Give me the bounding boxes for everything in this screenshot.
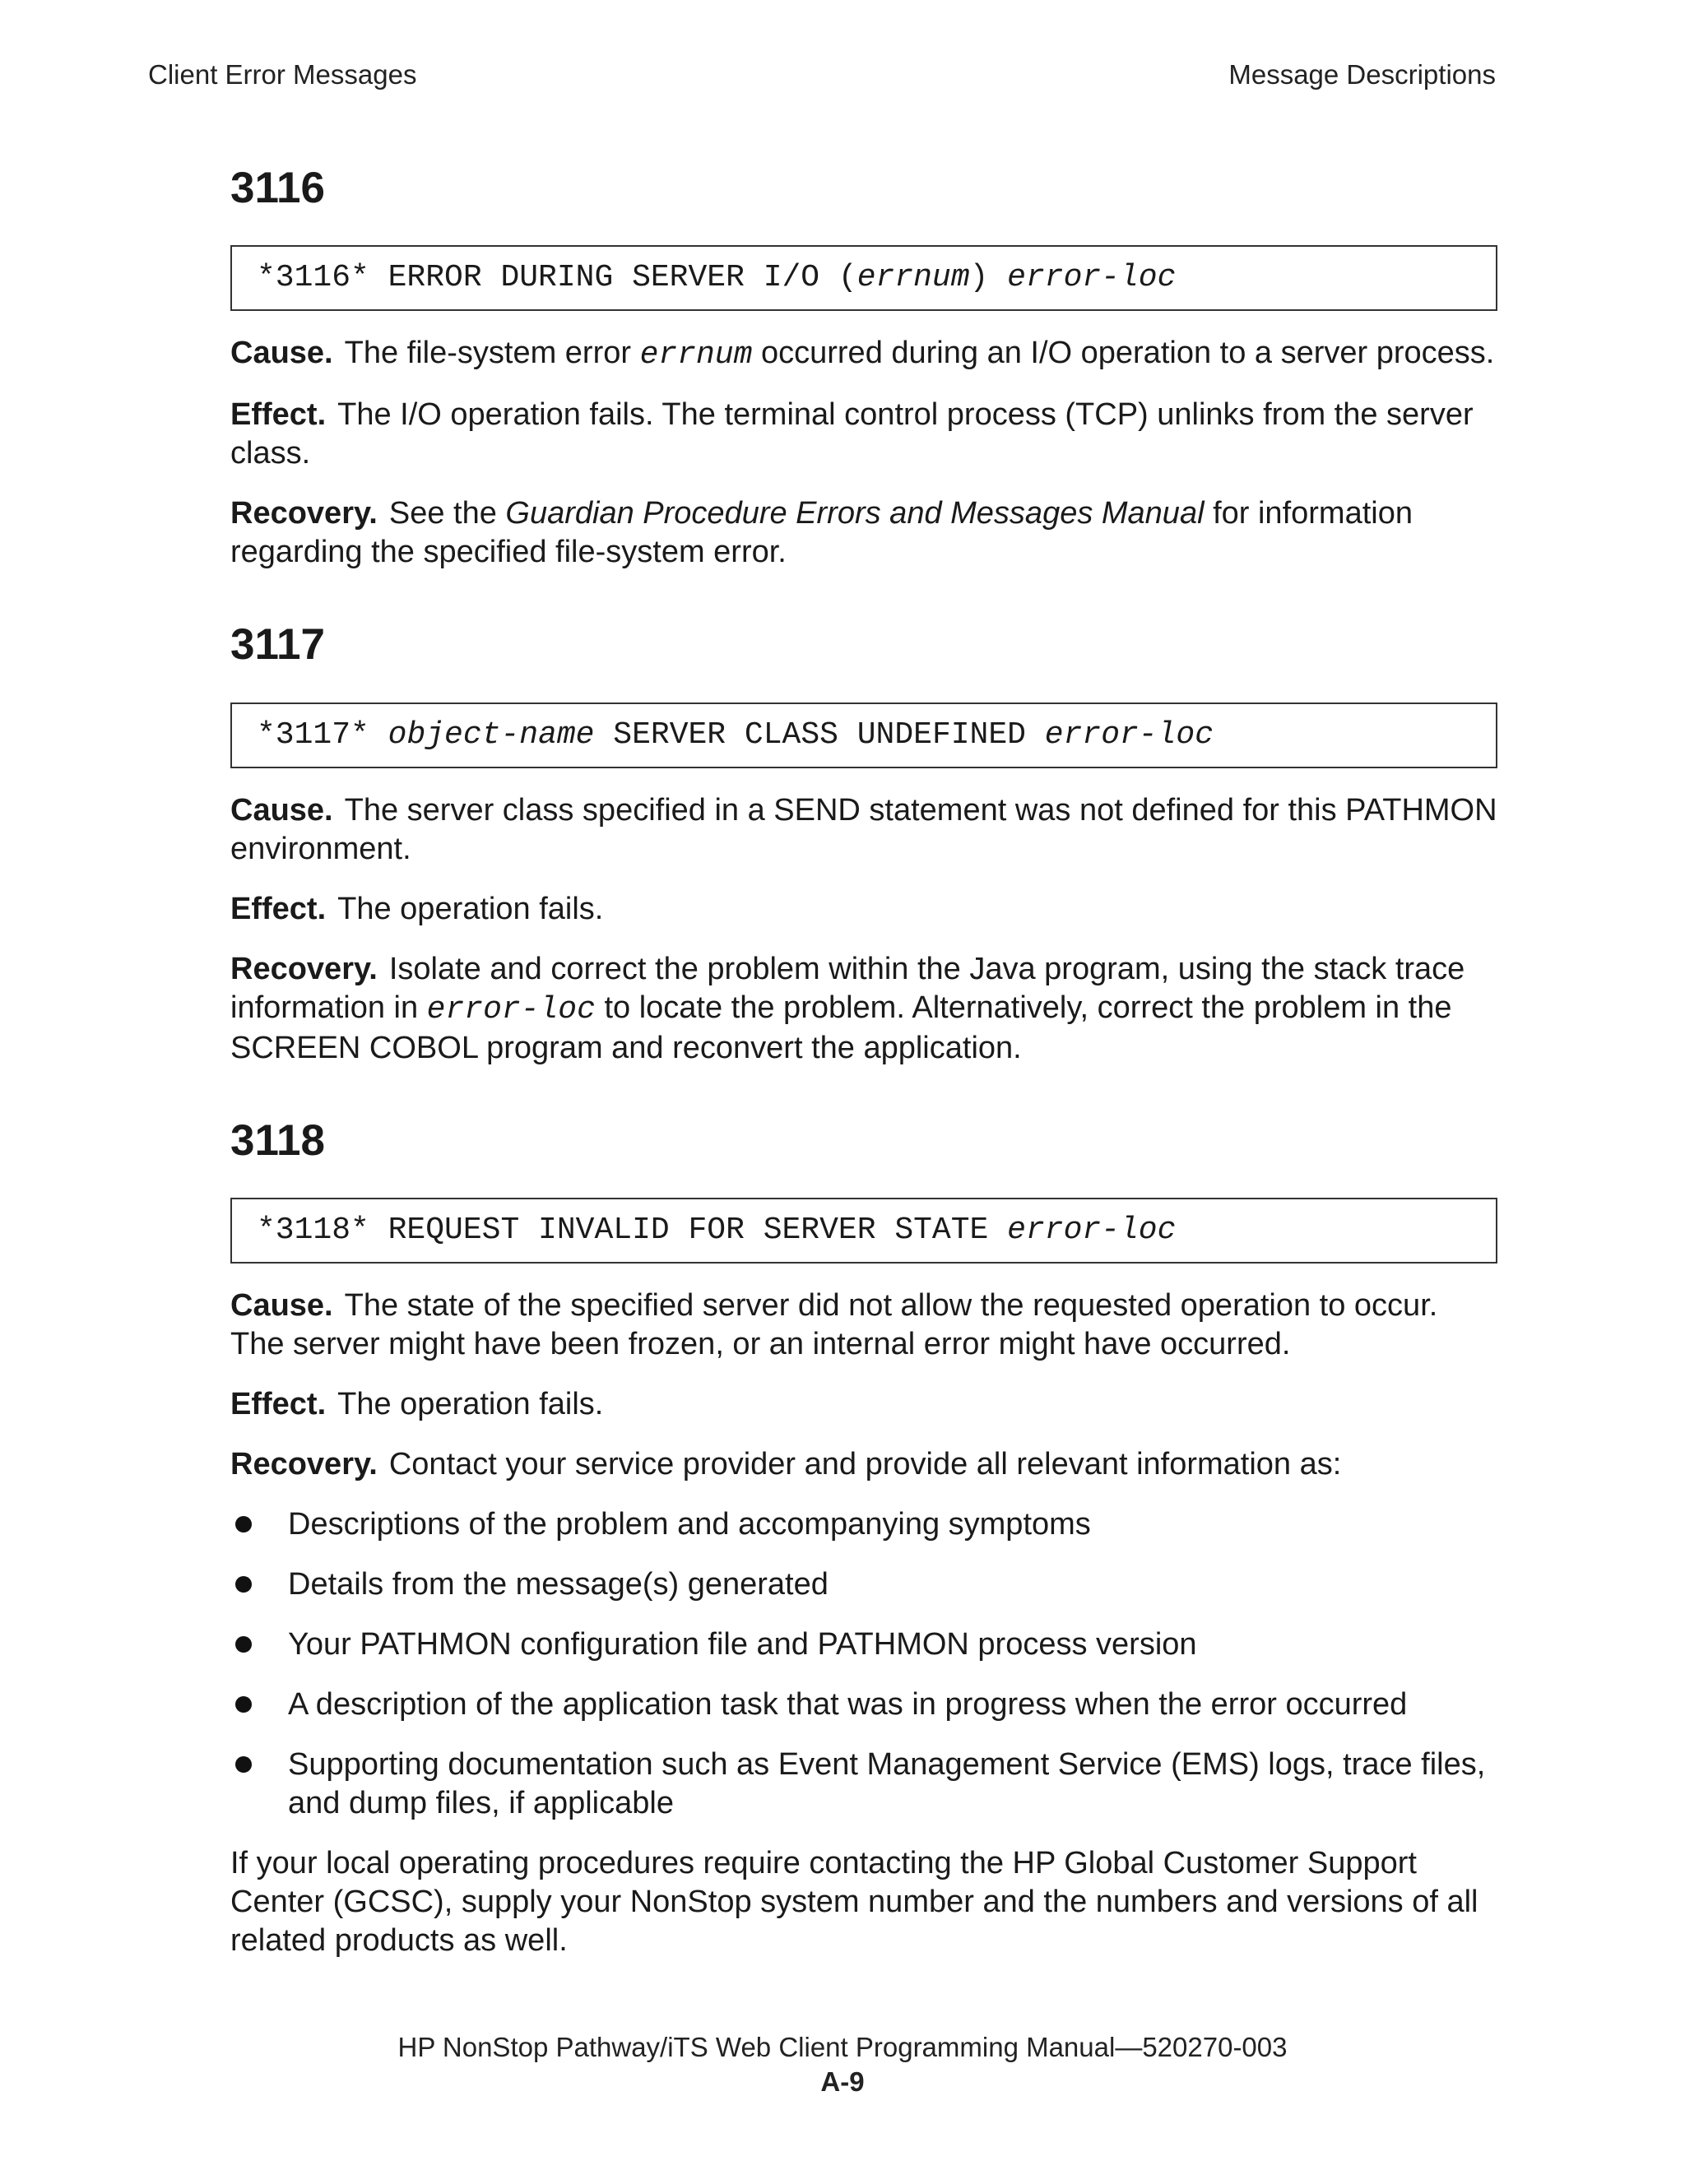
recovery-paragraph [230,494,1497,572]
message-variable: object-name [388,716,595,753]
closing-paragraph: If your local operating procedures require contacting the HP Global Customer Support Center (GCSC), supply your NonStop system number and the numbers and versions of all related products as well. [230,1845,1478,1958]
message-text-box [230,702,1497,768]
cause-text: The state of the specified server did not allow the requested operation to occur. The server might have been frozen, or an internal error might have occurred. [230,1287,1438,1361]
bullet-icon [235,1636,252,1653]
list-item-text: Your PATHMON configuration file and PATHMON process version [288,1626,1197,1662]
effect-paragraph [230,890,1497,929]
recovery-text: Contact your service provider and provide all relevant information as: [388,1446,1342,1482]
recovery-text: See the [388,496,506,531]
recovery-label: Recovery. [230,951,378,986]
message-number: 3116 [230,164,325,212]
cause-text: occurred during an I/O operation to a server process. [752,336,1495,371]
message-variable: error-loc [1044,716,1214,753]
recovery-text: for information regarding the specified file-system error. [230,496,1413,570]
message-text: *3117* [257,716,388,753]
list-item [230,1505,1497,1544]
recovery-text: Isolate and correct the problem within the Java program, using the stack trace information in [230,951,1465,1025]
recovery-code: error-loc [426,991,596,1027]
message-text: *3116* ERROR DURING SERVER I/O ( [257,260,857,296]
bullet-icon [235,1756,252,1773]
message-number: 3117 [230,620,325,670]
effect-text: The operation fails. [337,891,604,926]
cause-code: errnum [639,337,753,373]
message-number: 3118 [230,1115,325,1165]
page-number: A-9 [820,2066,865,2097]
message-section-3118 [230,1117,1497,1960]
cause-paragraph [230,1287,1497,1364]
list-item [230,1565,1497,1604]
page-content [230,165,1497,1982]
effect-paragraph [230,396,1497,473]
list-item [230,1746,1497,1823]
footer-title: HP NonStop Pathway/iTS Web Client Programming Manual—520270-003 [397,2032,1288,2062]
recovery-text: to locate the problem. Alternatively, correct the problem in the SCREEN COBOL program and reconvert the application. [230,990,1452,1065]
recovery-paragraph [230,1445,1497,1484]
cause-text: The server class specified in a SEND statement was not defined for this PATHMON environment. [230,792,1497,866]
list-item-text: A description of the application task that was in progress when the error occurred [288,1686,1408,1722]
running-header-right: Message Descriptions [1228,59,1496,90]
cause-label: Cause. [230,792,333,828]
list-item-text: Descriptions of the problem and accompanying symptoms [288,1506,1091,1542]
message-variable: error-loc [1007,260,1177,296]
message-variable: error-loc [1007,1212,1177,1248]
page-footer [0,2030,1685,2099]
recovery-paragraph [230,950,1497,1068]
list-item [230,1625,1497,1664]
cause-text: The file-system error [344,336,640,371]
manual-reference: Guardian Procedure Errors and Messages Manual [505,496,1205,531]
running-header-left: Client Error Messages [148,59,417,90]
effect-paragraph [230,1385,1497,1424]
list-item-text: Supporting documentation such as Event Management Service (EMS) logs, trace files, and dump files, if applicable [288,1746,1486,1820]
effect-label: Effect. [230,1386,327,1421]
message-section-3116 [230,165,1497,572]
message-text-box [230,245,1497,311]
bullet-icon [235,1576,252,1593]
message-text: ) [969,260,1008,296]
bullet-icon [235,1516,252,1533]
list-item [230,1686,1497,1724]
effect-label: Effect. [230,891,327,926]
message-text: SERVER CLASS UNDEFINED [594,716,1045,753]
bullet-icon [235,1696,252,1713]
effect-text: The operation fails. [337,1386,604,1421]
recovery-bullet-list [230,1505,1497,1823]
message-text-box [230,1198,1497,1264]
effect-text: The I/O operation fails. The terminal control process (TCP) unlinks from the server class. [230,397,1474,471]
message-variable: errnum [856,260,970,296]
cause-label: Cause. [230,336,333,371]
message-text: *3118* REQUEST INVALID FOR SERVER STATE [257,1212,1008,1248]
message-section-3117 [230,621,1497,1067]
cause-paragraph [230,791,1497,869]
recovery-label: Recovery. [230,496,378,531]
cause-paragraph [230,334,1497,374]
cause-label: Cause. [230,1287,333,1323]
effect-label: Effect. [230,397,327,433]
recovery-label: Recovery. [230,1446,378,1482]
list-item-text: Details from the message(s) generated [288,1566,829,1602]
